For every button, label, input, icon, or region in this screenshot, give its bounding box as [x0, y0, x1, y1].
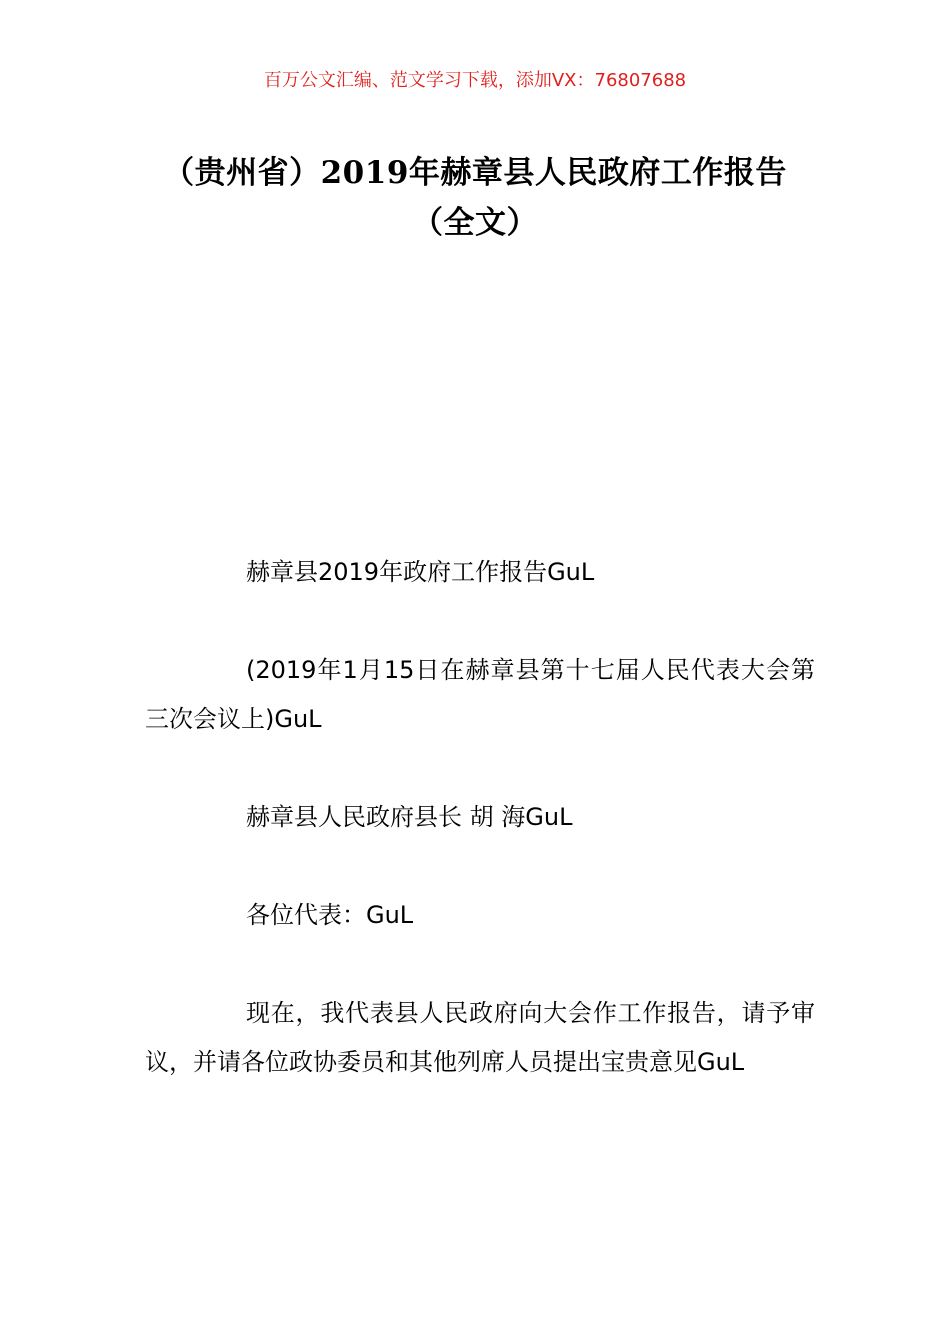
watermark-text: 百万公文汇编、范文学习下载，添加VX：76807688: [263, 70, 687, 91]
opening-paragraph: 现在，我代表县人民政府向大会作工作报告，请予审议，并请各位政协委员和其他列席人员提出宝贵意见GuL: [145, 999, 815, 1076]
report-heading-paragraph: 赫章县2019年政府工作报告GuL: [246, 558, 595, 586]
salutation-paragraph: 各位代表：GuL: [246, 901, 414, 929]
meeting-info-paragraph: (2019年1月15日在赫章县第十七届人民代表大会第三次会议上)GuL: [145, 656, 815, 733]
speaker-paragraph: 赫章县人民政府县长 胡 海GuL: [246, 803, 573, 831]
document-body: [145, 548, 815, 1136]
document-title: （贵州省）2019年赫章县人民政府工作报告（全文）: [163, 155, 787, 241]
